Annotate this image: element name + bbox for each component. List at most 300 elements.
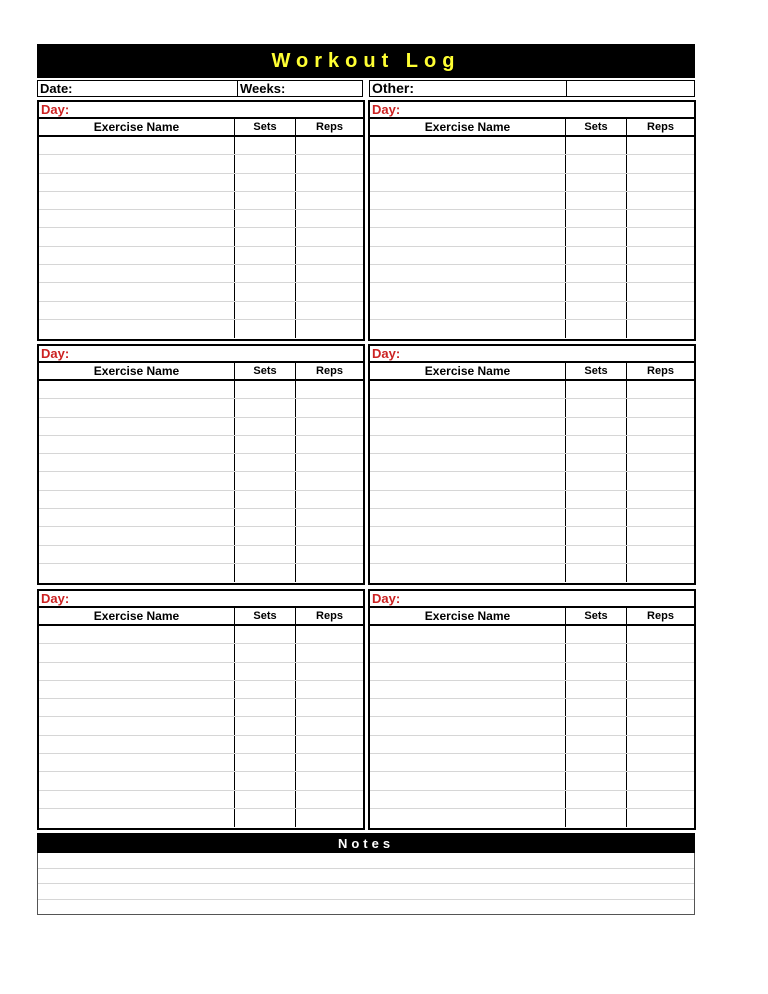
table-row (39, 491, 363, 509)
exercise-name-cell[interactable] (370, 155, 566, 172)
reps-cell[interactable] (296, 302, 363, 319)
notes-line[interactable] (38, 869, 694, 885)
reps-cell[interactable] (627, 546, 694, 563)
table-row (370, 644, 694, 662)
day-label: Day: (372, 102, 401, 117)
reps-cell[interactable] (627, 247, 694, 264)
exercise-name-cell[interactable] (370, 454, 566, 471)
exercise-name-cell[interactable] (370, 399, 566, 416)
table-row (370, 192, 694, 210)
table-row (39, 472, 363, 490)
exercise-name-cell[interactable] (39, 265, 235, 282)
reps-cell[interactable] (627, 302, 694, 319)
exercise-name-cell[interactable] (39, 228, 235, 245)
exercise-name-cell[interactable] (39, 399, 235, 416)
exercise-table (37, 119, 365, 341)
exercise-name-cell[interactable] (39, 302, 235, 319)
sets-cell[interactable] (235, 472, 296, 489)
col-reps: Reps (316, 121, 343, 133)
table-row (370, 699, 694, 717)
table-rows (39, 137, 363, 339)
reps-cell[interactable] (296, 155, 363, 172)
table-row (370, 210, 694, 228)
other-field[interactable] (370, 81, 567, 96)
sets-cell[interactable] (566, 283, 627, 300)
sets-cell[interactable] (235, 699, 296, 716)
sets-cell[interactable] (566, 247, 627, 264)
sets-cell[interactable] (235, 454, 296, 471)
reps-cell[interactable] (627, 491, 694, 508)
sets-cell[interactable] (235, 192, 296, 209)
col-sets: Sets (235, 608, 296, 624)
reps-cell[interactable] (296, 265, 363, 282)
sets-cell[interactable] (235, 436, 296, 453)
sets-cell[interactable] (566, 754, 627, 771)
exercise-name-cell[interactable] (370, 527, 566, 544)
sets-cell[interactable] (566, 626, 627, 643)
sets-cell[interactable] (235, 320, 296, 338)
reps-cell[interactable] (296, 210, 363, 227)
exercise-name-cell[interactable] (370, 663, 566, 680)
exercise-name-cell[interactable] (370, 644, 566, 661)
exercise-name-cell[interactable] (39, 809, 235, 827)
exercise-name-cell[interactable] (39, 137, 235, 154)
sets-cell[interactable] (566, 320, 627, 338)
table-row (370, 174, 694, 192)
sets-cell[interactable] (235, 381, 296, 398)
table-row (370, 681, 694, 699)
table-header (39, 363, 363, 381)
exercise-name-cell[interactable] (370, 681, 566, 698)
table-row (370, 809, 694, 827)
col-exercise-name: Exercise Name (370, 608, 566, 624)
sets-cell[interactable] (566, 155, 627, 172)
sets-cell[interactable] (566, 174, 627, 191)
exercise-name-cell[interactable] (370, 509, 566, 526)
sets-cell[interactable] (235, 283, 296, 300)
other-label: Other: (372, 80, 414, 96)
table-row (39, 772, 363, 790)
exercise-name-cell[interactable] (39, 210, 235, 227)
reps-cell[interactable] (627, 472, 694, 489)
reps-cell[interactable] (627, 436, 694, 453)
reps-cell[interactable] (296, 381, 363, 398)
exercise-name-cell[interactable] (39, 381, 235, 398)
sets-cell[interactable] (566, 228, 627, 245)
table-header (370, 608, 694, 626)
exercise-name-cell[interactable] (39, 174, 235, 191)
exercise-name-cell[interactable] (370, 546, 566, 563)
reps-cell[interactable] (627, 681, 694, 698)
reps-cell[interactable] (296, 228, 363, 245)
exercise-name-cell[interactable] (370, 772, 566, 789)
reps-cell[interactable] (296, 137, 363, 154)
sets-cell[interactable] (235, 736, 296, 753)
reps-cell[interactable] (627, 663, 694, 680)
exercise-name-cell[interactable] (39, 772, 235, 789)
exercise-name-cell[interactable] (370, 754, 566, 771)
reps-cell[interactable] (296, 681, 363, 698)
sets-cell[interactable] (235, 155, 296, 172)
exercise-name-cell[interactable] (370, 192, 566, 209)
sets-cell[interactable] (566, 381, 627, 398)
weeks-field[interactable] (238, 81, 362, 96)
table-row (370, 155, 694, 173)
sets-cell[interactable] (566, 546, 627, 563)
table-row (370, 320, 694, 338)
table-row (39, 192, 363, 210)
exercise-name-cell[interactable] (39, 644, 235, 661)
exercise-name-cell[interactable] (370, 381, 566, 398)
exercise-name-cell[interactable] (39, 247, 235, 264)
reps-cell[interactable] (296, 527, 363, 544)
sets-cell[interactable] (566, 564, 627, 582)
table-row (370, 247, 694, 265)
sets-cell[interactable] (566, 527, 627, 544)
exercise-name-cell[interactable] (39, 546, 235, 563)
col-exercise-name: Exercise Name (39, 363, 235, 379)
sets-cell[interactable] (566, 436, 627, 453)
reps-cell[interactable] (296, 699, 363, 716)
table-row (370, 754, 694, 772)
day-block-4 (368, 344, 696, 585)
reps-cell[interactable] (627, 626, 694, 643)
exercise-name-cell[interactable] (370, 436, 566, 453)
table-row (39, 564, 363, 582)
sets-cell[interactable] (235, 663, 296, 680)
sets-cell[interactable] (235, 265, 296, 282)
table-row (39, 302, 363, 320)
sets-cell[interactable] (566, 681, 627, 698)
sets-cell[interactable] (566, 509, 627, 526)
reps-cell[interactable] (296, 436, 363, 453)
col-exercise-name: Exercise Name (370, 119, 566, 135)
reps-cell[interactable] (627, 192, 694, 209)
exercise-name-cell[interactable] (39, 681, 235, 698)
sets-cell[interactable] (235, 754, 296, 771)
reps-cell[interactable] (627, 736, 694, 753)
sets-cell[interactable] (235, 644, 296, 661)
date-field[interactable] (38, 81, 238, 96)
day-label: Day: (372, 591, 401, 606)
table-row (39, 247, 363, 265)
table-rows (370, 626, 694, 828)
table-row (370, 736, 694, 754)
col-sets: Sets (566, 363, 627, 379)
reps-cell[interactable] (296, 809, 363, 827)
exercise-name-cell[interactable] (39, 527, 235, 544)
day-label: Day: (41, 346, 70, 361)
exercise-name-cell[interactable] (370, 564, 566, 582)
reps-cell[interactable] (296, 320, 363, 338)
sets-cell[interactable] (566, 137, 627, 154)
sets-cell[interactable] (235, 302, 296, 319)
notes-title: Notes (337, 835, 395, 851)
table-row (370, 381, 694, 399)
table-row (370, 509, 694, 527)
day-field[interactable] (368, 100, 696, 119)
exercise-name-cell[interactable] (39, 754, 235, 771)
reps-cell[interactable] (296, 509, 363, 526)
table-row (370, 717, 694, 735)
sets-cell[interactable] (566, 454, 627, 471)
exercise-name-cell[interactable] (39, 320, 235, 338)
day-label: Day: (372, 346, 401, 361)
sets-cell[interactable] (566, 717, 627, 734)
reps-cell[interactable] (296, 663, 363, 680)
table-row (370, 491, 694, 509)
sets-cell[interactable] (566, 302, 627, 319)
reps-cell[interactable] (296, 472, 363, 489)
exercise-name-cell[interactable] (39, 436, 235, 453)
table-row (39, 663, 363, 681)
sets-cell[interactable] (566, 699, 627, 716)
exercise-table (37, 363, 365, 585)
day-block-1 (37, 100, 365, 341)
sets-cell[interactable] (566, 210, 627, 227)
reps-cell[interactable] (296, 454, 363, 471)
col-exercise-name: Exercise Name (39, 608, 235, 624)
exercise-name-cell[interactable] (370, 626, 566, 643)
reps-cell[interactable] (296, 546, 363, 563)
day-field[interactable] (37, 344, 365, 363)
sets-cell[interactable] (235, 809, 296, 827)
notes-line[interactable] (38, 900, 694, 916)
reps-cell[interactable] (296, 174, 363, 191)
exercise-name-cell[interactable] (39, 472, 235, 489)
reps-cell[interactable] (296, 491, 363, 508)
table-row (39, 155, 363, 173)
sets-cell[interactable] (566, 192, 627, 209)
reps-cell[interactable] (627, 399, 694, 416)
exercise-table (37, 608, 365, 830)
exercise-name-cell[interactable] (39, 663, 235, 680)
sets-cell[interactable] (235, 509, 296, 526)
day-field[interactable] (37, 589, 365, 608)
table-rows (39, 381, 363, 583)
col-sets: Sets (235, 363, 296, 379)
exercise-name-cell[interactable] (39, 564, 235, 582)
day-label: Day: (41, 102, 70, 117)
reps-cell[interactable] (296, 717, 363, 734)
table-row (39, 644, 363, 662)
exercise-name-cell[interactable] (39, 791, 235, 808)
reps-cell[interactable] (627, 265, 694, 282)
sets-cell[interactable] (235, 546, 296, 563)
table-rows (370, 137, 694, 339)
table-row (39, 283, 363, 301)
table-row (39, 454, 363, 472)
sets-cell[interactable] (235, 228, 296, 245)
table-row (370, 228, 694, 246)
reps-cell[interactable] (296, 247, 363, 264)
sets-cell[interactable] (566, 809, 627, 827)
exercise-name-cell[interactable] (370, 472, 566, 489)
exercise-table (368, 363, 696, 585)
col-reps: Reps (647, 610, 674, 622)
reps-cell[interactable] (627, 418, 694, 435)
exercise-name-cell[interactable] (370, 320, 566, 338)
sets-cell[interactable] (235, 247, 296, 264)
table-header (39, 608, 363, 626)
exercise-name-cell[interactable] (39, 509, 235, 526)
day-label: Day: (41, 591, 70, 606)
reps-cell[interactable] (296, 791, 363, 808)
reps-cell[interactable] (627, 454, 694, 471)
exercise-name-cell[interactable] (370, 809, 566, 827)
notes-line[interactable] (38, 853, 694, 869)
exercise-name-cell[interactable] (39, 454, 235, 471)
reps-cell[interactable] (627, 381, 694, 398)
sets-cell[interactable] (235, 210, 296, 227)
reps-cell[interactable] (296, 192, 363, 209)
col-reps: Reps (647, 121, 674, 133)
exercise-name-cell[interactable] (370, 791, 566, 808)
sets-cell[interactable] (235, 527, 296, 544)
exercise-name-cell[interactable] (39, 626, 235, 643)
table-row (370, 399, 694, 417)
reps-cell[interactable] (296, 418, 363, 435)
table-row (370, 283, 694, 301)
exercise-name-cell[interactable] (370, 265, 566, 282)
exercise-name-cell[interactable] (39, 699, 235, 716)
sets-cell[interactable] (235, 137, 296, 154)
table-row (370, 546, 694, 564)
sets-cell[interactable] (566, 472, 627, 489)
reps-cell[interactable] (627, 644, 694, 661)
exercise-name-cell[interactable] (370, 283, 566, 300)
reps-cell[interactable] (296, 399, 363, 416)
reps-cell[interactable] (296, 736, 363, 753)
table-row (370, 564, 694, 582)
table-header (370, 119, 694, 137)
reps-cell[interactable] (627, 210, 694, 227)
reps-cell[interactable] (627, 174, 694, 191)
table-row (39, 265, 363, 283)
table-row (370, 302, 694, 320)
sets-cell[interactable] (566, 418, 627, 435)
sets-cell[interactable] (566, 663, 627, 680)
exercise-name-cell[interactable] (39, 736, 235, 753)
reps-cell[interactable] (627, 509, 694, 526)
sets-cell[interactable] (235, 626, 296, 643)
reps-cell[interactable] (627, 809, 694, 827)
day-field[interactable] (368, 589, 696, 608)
day-field[interactable] (368, 344, 696, 363)
sets-cell[interactable] (235, 418, 296, 435)
reps-cell[interactable] (627, 228, 694, 245)
day-field[interactable] (37, 100, 365, 119)
exercise-name-cell[interactable] (39, 155, 235, 172)
reps-cell[interactable] (627, 791, 694, 808)
table-rows (39, 626, 363, 828)
exercise-name-cell[interactable] (39, 192, 235, 209)
notes-line[interactable] (38, 884, 694, 900)
reps-cell[interactable] (296, 564, 363, 582)
table-row (370, 436, 694, 454)
table-header (370, 363, 694, 381)
sets-cell[interactable] (235, 717, 296, 734)
exercise-name-cell[interactable] (370, 699, 566, 716)
notes-area[interactable] (37, 853, 695, 915)
reps-cell[interactable] (296, 283, 363, 300)
table-row (39, 137, 363, 155)
table-row (370, 418, 694, 436)
sets-cell[interactable] (235, 681, 296, 698)
exercise-name-cell[interactable] (370, 736, 566, 753)
sets-cell[interactable] (566, 491, 627, 508)
exercise-table (368, 119, 696, 341)
exercise-name-cell[interactable] (370, 491, 566, 508)
col-reps: Reps (316, 365, 343, 377)
sets-cell[interactable] (566, 399, 627, 416)
reps-cell[interactable] (296, 626, 363, 643)
table-row (39, 681, 363, 699)
reps-cell[interactable] (627, 155, 694, 172)
exercise-name-cell[interactable] (370, 302, 566, 319)
reps-cell[interactable] (627, 772, 694, 789)
reps-cell[interactable] (296, 754, 363, 771)
sets-cell[interactable] (566, 772, 627, 789)
reps-cell[interactable] (627, 717, 694, 734)
table-row (39, 381, 363, 399)
sets-cell[interactable] (235, 399, 296, 416)
exercise-name-cell[interactable] (370, 418, 566, 435)
sets-cell[interactable] (566, 644, 627, 661)
table-row (39, 509, 363, 527)
col-reps: Reps (316, 610, 343, 622)
reps-cell[interactable] (627, 699, 694, 716)
exercise-name-cell[interactable] (370, 210, 566, 227)
sets-cell[interactable] (235, 791, 296, 808)
reps-cell[interactable] (627, 527, 694, 544)
col-sets: Sets (235, 119, 296, 135)
exercise-name-cell[interactable] (39, 717, 235, 734)
table-row (39, 699, 363, 717)
reps-cell[interactable] (627, 137, 694, 154)
reps-cell[interactable] (627, 320, 694, 338)
sets-cell[interactable] (566, 736, 627, 753)
reps-cell[interactable] (627, 283, 694, 300)
day-block-3 (37, 344, 365, 585)
sets-cell[interactable] (235, 491, 296, 508)
reps-cell[interactable] (627, 564, 694, 582)
sets-cell[interactable] (566, 265, 627, 282)
sets-cell[interactable] (235, 772, 296, 789)
table-row (39, 418, 363, 436)
day-block-6 (368, 589, 696, 830)
sets-cell[interactable] (235, 174, 296, 191)
reps-cell[interactable] (296, 644, 363, 661)
exercise-name-cell[interactable] (370, 228, 566, 245)
date-weeks-row (37, 80, 363, 97)
exercise-name-cell[interactable] (370, 247, 566, 264)
exercise-name-cell[interactable] (39, 283, 235, 300)
table-row (39, 320, 363, 338)
table-row (39, 626, 363, 644)
sets-cell[interactable] (235, 564, 296, 582)
exercise-name-cell[interactable] (370, 137, 566, 154)
exercise-name-cell[interactable] (39, 418, 235, 435)
other-value-field[interactable] (567, 81, 694, 96)
exercise-name-cell[interactable] (370, 174, 566, 191)
exercise-name-cell[interactable] (370, 717, 566, 734)
exercise-name-cell[interactable] (39, 491, 235, 508)
table-row (39, 174, 363, 192)
sets-cell[interactable] (566, 791, 627, 808)
reps-cell[interactable] (627, 754, 694, 771)
reps-cell[interactable] (296, 772, 363, 789)
